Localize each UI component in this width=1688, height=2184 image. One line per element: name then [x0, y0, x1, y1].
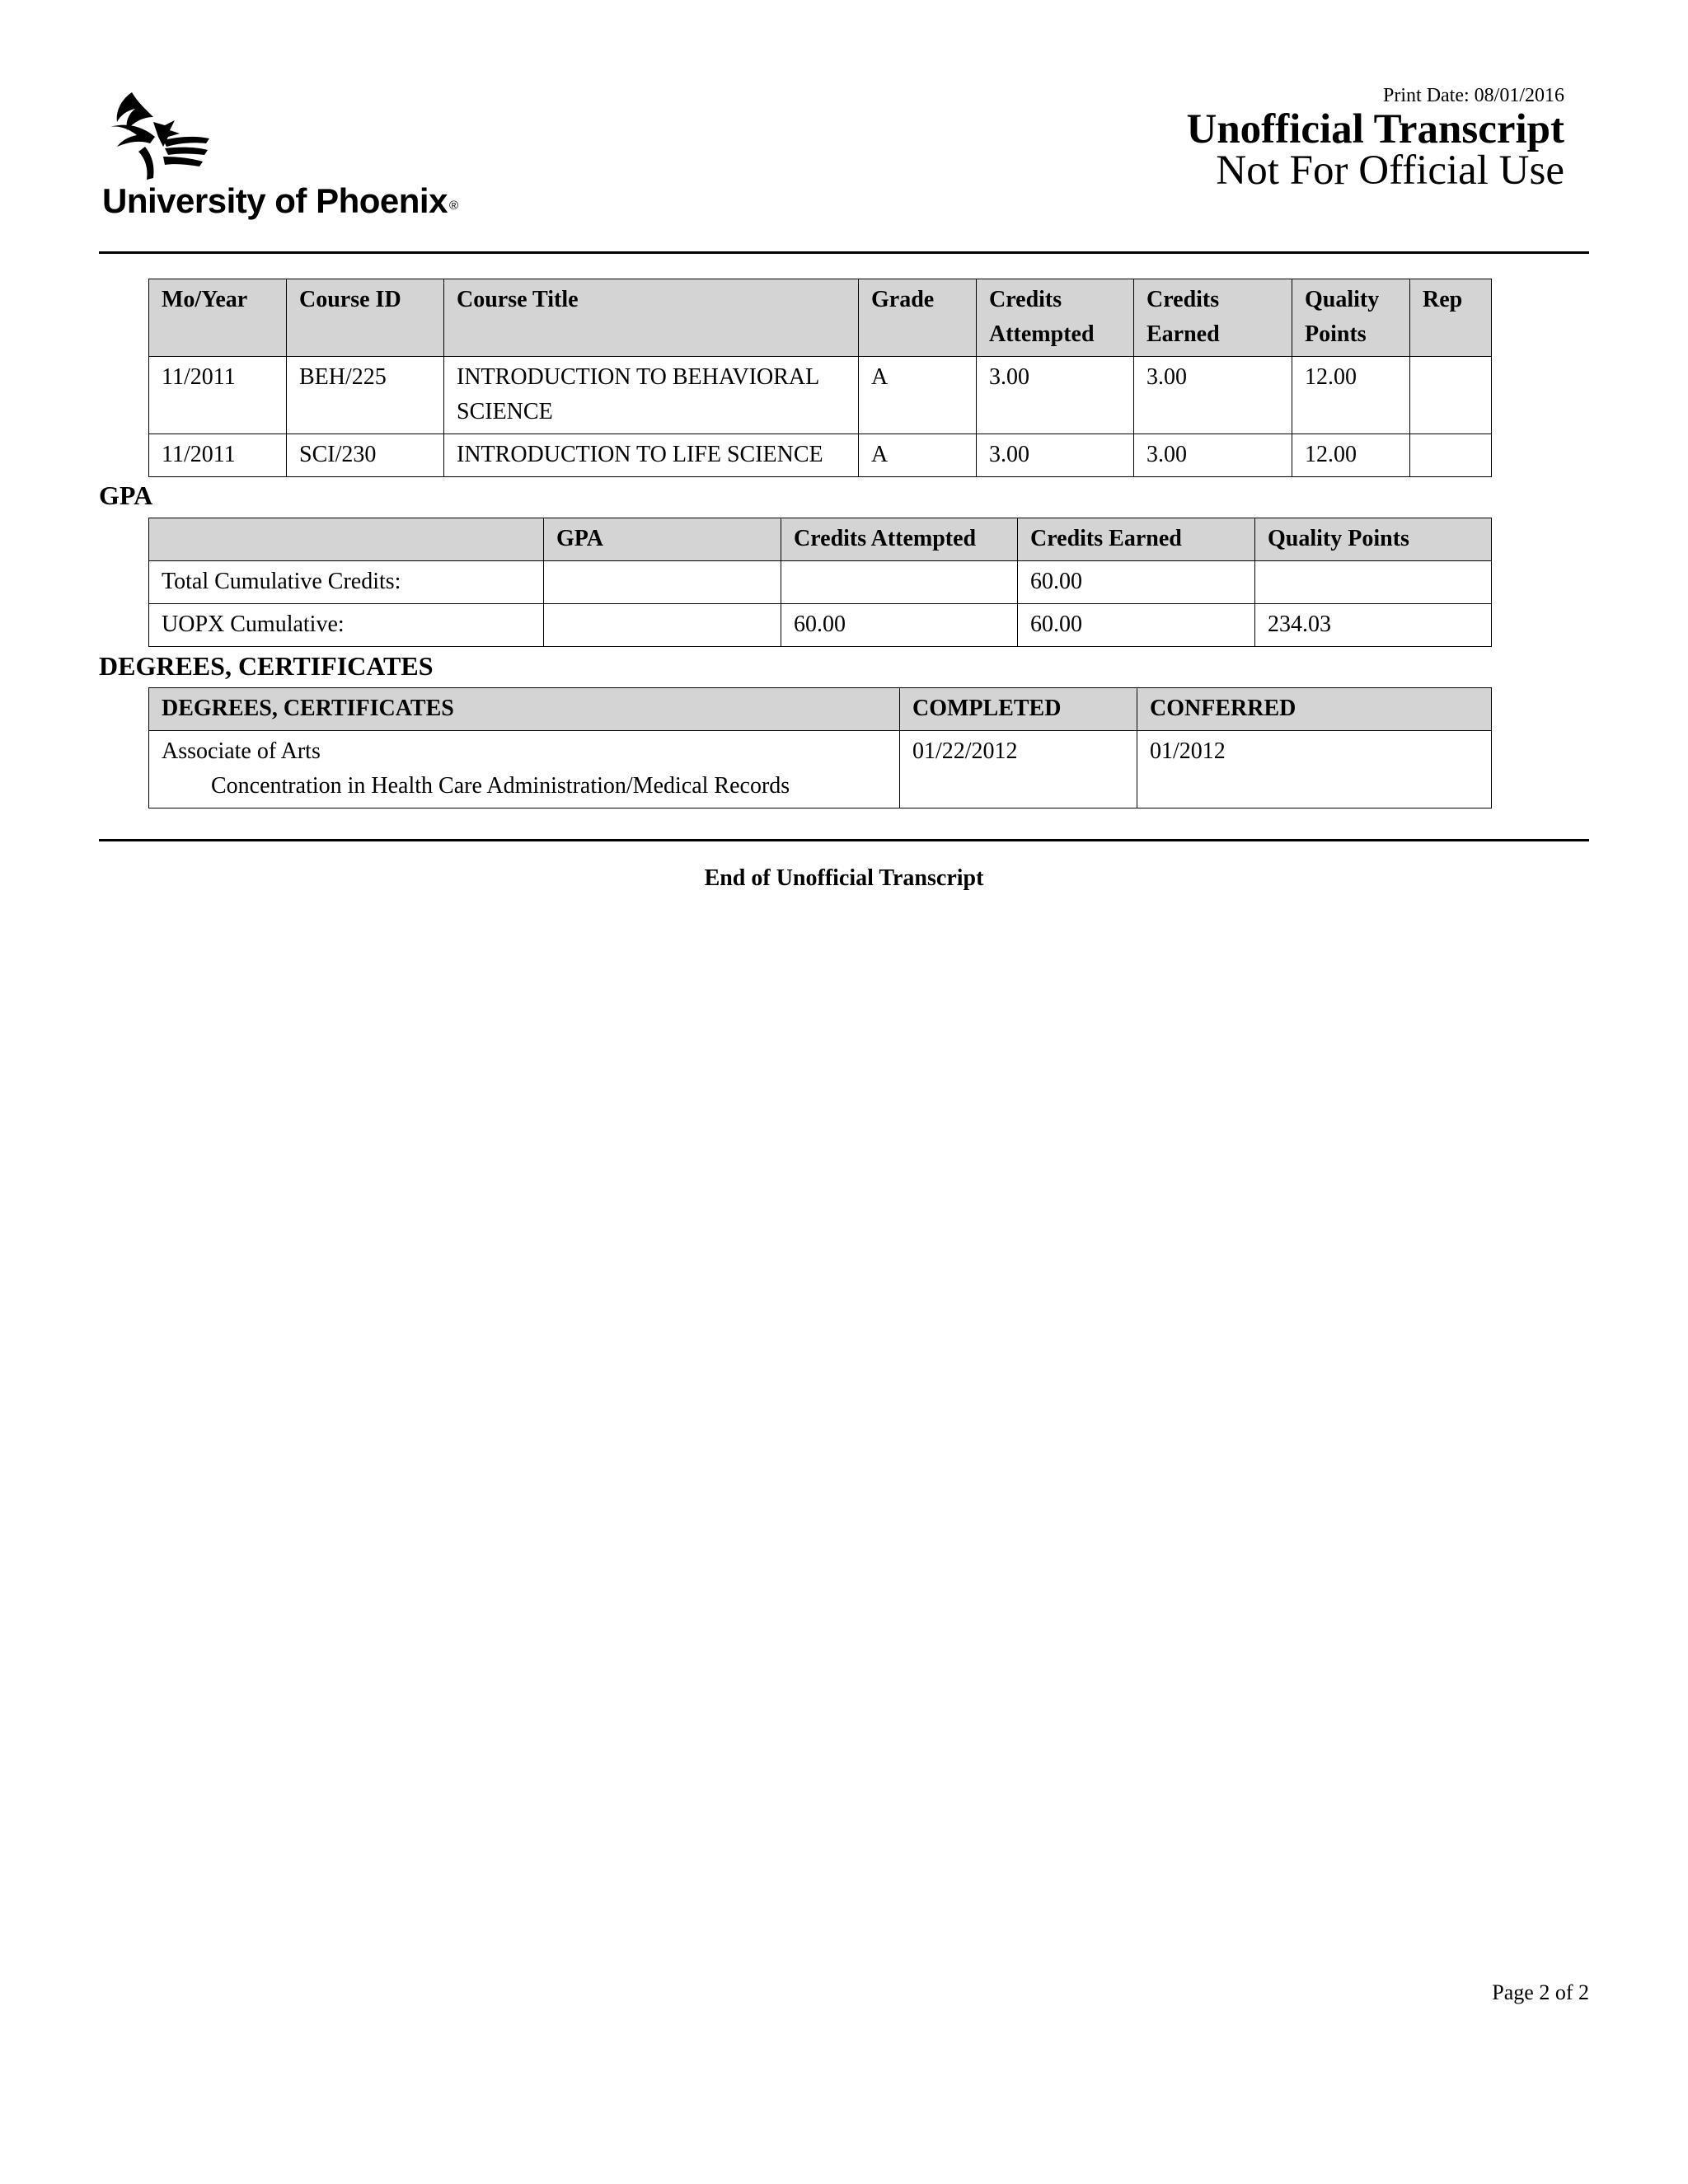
degrees-table: [148, 687, 1492, 808]
grade-cell: A: [859, 434, 977, 477]
transcript-subtitle: Not For Official Use: [1216, 148, 1564, 194]
course-title-cell: INTRODUCTION TO LIFE SCIENCE: [444, 434, 859, 477]
rep-cell: [1410, 434, 1492, 477]
degree-cell: [149, 731, 900, 808]
page-number: Page 2 of 2: [1492, 1980, 1589, 2004]
degree-concentration: Concentration in Health Care Administration/Medical Records: [211, 773, 790, 799]
gpa-cell: [544, 561, 781, 604]
col-label: [149, 518, 544, 561]
gpa-section-title: GPA: [99, 480, 153, 510]
transcript-title: Unofficial Transcript: [1186, 106, 1564, 152]
degree-name: Associate of Arts: [162, 738, 321, 764]
mo-year-cell: 11/2011: [149, 434, 287, 477]
gpa-table: [148, 518, 1492, 647]
col-completed: COMPLETED: [900, 688, 1137, 731]
table-row: [149, 604, 1492, 647]
row-label-cell: Total Cumulative Credits:: [149, 561, 544, 604]
credits-earned-cell: 3.00: [1134, 434, 1292, 477]
course-id-cell: SCI/230: [287, 434, 444, 477]
rep-cell: [1410, 357, 1492, 434]
credits-attempted-cell: [781, 561, 1018, 604]
registered-mark: ®: [448, 199, 458, 213]
col-quality-points: Quality Points: [1255, 518, 1492, 561]
completed-cell: 01/22/2012: [900, 731, 1137, 808]
credits-earned-cell: 60.00: [1018, 561, 1255, 604]
gpa-header-row: [149, 518, 1492, 561]
quality-points-cell: 234.03: [1255, 604, 1492, 647]
courses-header-row: [149, 279, 1492, 357]
quality-points-cell: [1255, 561, 1492, 604]
gpa-cell: [544, 604, 781, 647]
course-title-cell: INTRODUCTION TO BEHAVIORAL SCIENCE: [444, 357, 859, 434]
quality-points-cell: 12.00: [1292, 434, 1410, 477]
credits-earned-cell: 60.00: [1018, 604, 1255, 647]
grade-cell: A: [859, 357, 977, 434]
credits-attempted-cell: 3.00: [977, 434, 1134, 477]
university-name-text: University of Phoenix: [102, 181, 448, 220]
footer-divider: [99, 839, 1589, 841]
course-id-cell: BEH/225: [287, 357, 444, 434]
col-credits-earned: Credits Earned: [1134, 279, 1292, 357]
col-degree: DEGREES, CERTIFICATES: [149, 688, 900, 731]
table-row: [149, 357, 1492, 434]
degrees-section-title: DEGREES, CERTIFICATES: [99, 651, 434, 681]
mo-year-cell: 11/2011: [149, 357, 287, 434]
courses-table: [148, 279, 1492, 477]
university-name: [102, 181, 458, 221]
header-divider: [99, 251, 1589, 254]
transcript-header: [1186, 82, 1564, 194]
col-course-id: Course ID: [287, 279, 444, 357]
col-grade: Grade: [859, 279, 977, 357]
conferred-cell: 01/2012: [1137, 731, 1492, 808]
col-credits-attempted: Credits Attempted: [977, 279, 1134, 357]
col-gpa: GPA: [544, 518, 781, 561]
col-credits-attempted: Credits Attempted: [781, 518, 1018, 561]
credits-attempted-cell: 60.00: [781, 604, 1018, 647]
table-row: [149, 731, 1492, 808]
phoenix-bird-icon: [104, 89, 211, 181]
col-credits-earned: Credits Earned: [1018, 518, 1255, 561]
col-rep: Rep: [1410, 279, 1492, 357]
table-row: [149, 561, 1492, 604]
quality-points-cell: 12.00: [1292, 357, 1410, 434]
degrees-header-row: [149, 688, 1492, 731]
col-conferred: CONFERRED: [1137, 688, 1492, 731]
col-course-title: Course Title: [444, 279, 859, 357]
end-of-transcript-note: End of Unofficial Transcript: [704, 865, 984, 891]
col-mo-year: Mo/Year: [149, 279, 287, 357]
row-label-cell: UOPX Cumulative:: [149, 604, 544, 647]
credits-earned-cell: 3.00: [1134, 357, 1292, 434]
print-date: Print Date: 08/01/2016: [1383, 85, 1564, 106]
credits-attempted-cell: 3.00: [977, 357, 1134, 434]
col-quality-points: Quality Points: [1292, 279, 1410, 357]
table-row: [149, 434, 1492, 477]
university-logo: [99, 89, 511, 229]
